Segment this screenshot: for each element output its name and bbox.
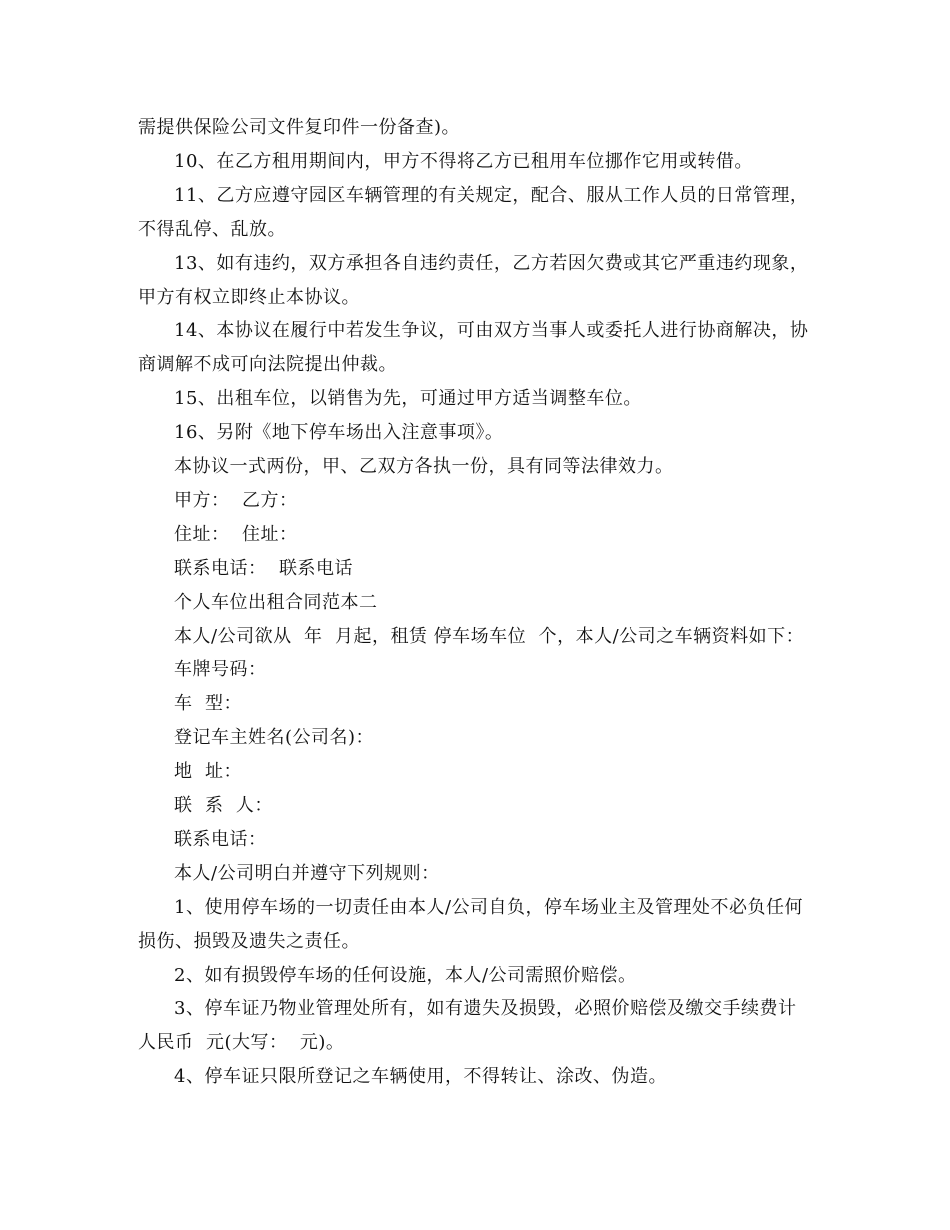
document-line: 14、本协议在履行中若发生争议，可由双方当事人或委托人进行协商解决，协 xyxy=(174,320,809,342)
document-line: 地 址： xyxy=(174,761,242,783)
document-line: 10、在乙方租用期间内，甲方不得将乙方已租用车位挪作它用或转借。 xyxy=(174,150,753,172)
document-line: 人民币 元(大写： 元)。 xyxy=(138,1032,345,1054)
document-line: 13、如有违约，双方承担各自违约责任，乙方若因欠费或其它严重违约现象， xyxy=(174,252,809,274)
document-line: 联系电话： 联系电话 xyxy=(174,557,353,579)
document-line: 本协议一式两份，甲、乙双方各执一份，具有同等法律效力。 xyxy=(174,456,674,477)
document-line: 个人车位出租合同范本二 xyxy=(174,591,378,613)
document-line: 16、另附《地下停车场出入注意事项》。 xyxy=(174,422,504,444)
document-line: 甲方： 乙方： xyxy=(174,489,298,511)
document-line: 本人/公司欲从 年 月起，租赁 停车场车位 个，本人/公司之车辆资料如下： xyxy=(174,625,805,647)
document-line: 1、使用停车场的一切责任由本人/公司自负，停车场业主及管理处不必负任何 xyxy=(174,896,804,918)
document-line: 需提供保险公司文件复印件一份备查)。 xyxy=(138,117,461,138)
document-line: 商调解不成可向法院提出仲裁。 xyxy=(138,354,397,376)
document-line: 本人/公司明白并遵守下列规则： xyxy=(174,862,440,884)
document-line: 不得乱停、乱放。 xyxy=(138,218,286,240)
document-line: 车 型： xyxy=(174,693,242,715)
document-line: 住址： 住址： xyxy=(174,523,298,545)
document-line: 登记车主姓名(公司名)： xyxy=(174,727,375,749)
document-line: 车牌号码： xyxy=(174,659,267,681)
document-line: 损伤、损毁及遗失之责任。 xyxy=(138,930,360,952)
document-line: 联 系 人： xyxy=(174,795,273,816)
document-line: 11、乙方应遵守园区车辆管理的有关规定，配合、服从工作人员的日常管理， xyxy=(174,184,809,206)
document-line: 3、停车证乃物业管理处所有，如有遗失及损毁，必照价赔偿及缴交手续费计 xyxy=(174,998,797,1020)
document-line: 4、停车证只限所登记之车辆使用，不得转让、涂改、伪造。 xyxy=(174,1066,667,1088)
document-line: 2、如有损毁停车场的任何设施，本人/公司需照价赔偿。 xyxy=(174,964,637,986)
document-line: 联系电话： xyxy=(174,828,267,850)
document-line: 甲方有权立即终止本协议。 xyxy=(138,286,360,308)
document-line: 15、出租车位，以销售为先，可通过甲方适当调整车位。 xyxy=(174,388,642,410)
